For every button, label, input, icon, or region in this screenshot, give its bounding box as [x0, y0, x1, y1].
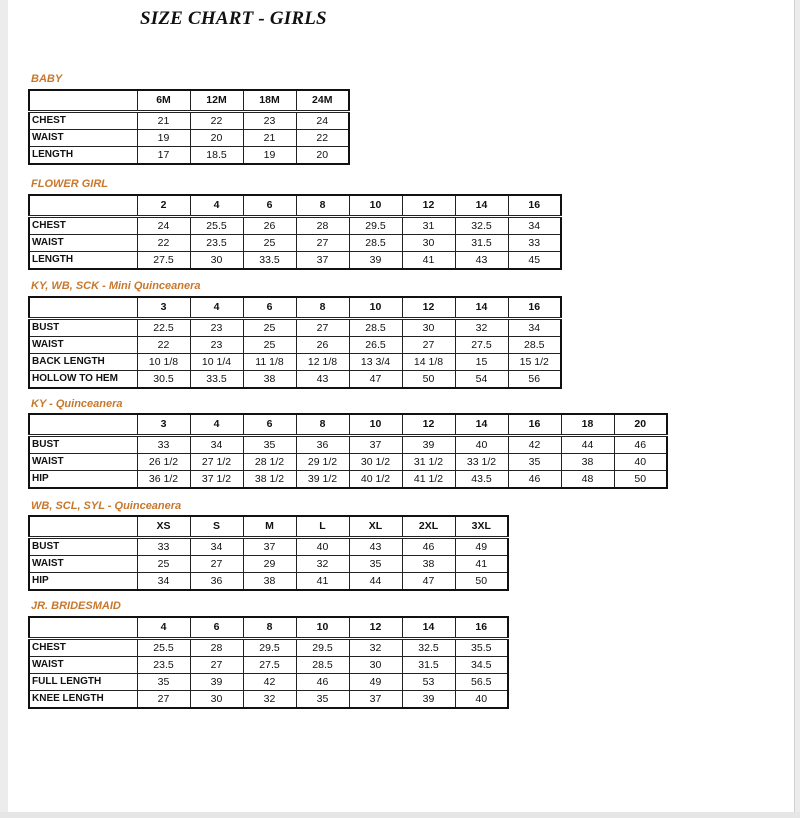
- measurement-value: 30.5: [137, 371, 190, 389]
- measurement-value: 40: [455, 691, 508, 709]
- measurement-label: WAIST: [29, 556, 137, 573]
- page-margin-bottom: [0, 812, 800, 818]
- measurement-value: 48: [561, 471, 614, 489]
- measurement-value: 38: [402, 556, 455, 573]
- measurement-value: 22: [137, 337, 190, 354]
- size-table-ky-wb-sck-mini-quinceanera: [28, 296, 562, 389]
- measurement-value: 28.5: [296, 657, 349, 674]
- measurement-value: 30: [190, 691, 243, 709]
- size-header-cell: 10: [349, 195, 402, 217]
- measurement-value: 37: [349, 691, 402, 709]
- measurement-value: 15 1/2: [508, 354, 561, 371]
- header-corner-cell: [29, 90, 137, 112]
- measurement-value: 50: [614, 471, 667, 489]
- measurement-value: 32.5: [455, 217, 508, 235]
- table-header-row: [29, 516, 508, 538]
- measurement-value: 39 1/2: [296, 471, 349, 489]
- measurement-label: BUST: [32, 439, 60, 450]
- measurement-value: 34: [508, 217, 561, 235]
- measurement-value: 34: [137, 573, 190, 591]
- measurement-label: WAIST: [29, 235, 137, 252]
- measurement-value: 21: [243, 130, 296, 147]
- measurement-value: 46: [508, 471, 561, 489]
- table-row: [29, 538, 508, 556]
- measurement-value: 30: [190, 252, 243, 270]
- measurement-value: 37 1/2: [190, 471, 243, 489]
- measurement-value: 23: [190, 319, 243, 337]
- size-header-cell: 14: [455, 297, 508, 319]
- measurement-label: BUST: [32, 322, 60, 333]
- measurement-label: CHEST: [32, 220, 66, 231]
- measurement-value: 56: [508, 371, 561, 389]
- size-header-cell: 14: [455, 195, 508, 217]
- table-row: [29, 674, 508, 691]
- measurement-value: 40: [455, 436, 508, 454]
- measurement-value: 26: [243, 217, 296, 235]
- size-header-cell: 10: [349, 297, 402, 319]
- measurement-value: 29 1/2: [296, 454, 349, 471]
- table-row: [29, 556, 508, 573]
- table-header-row: [29, 414, 667, 436]
- measurement-value: 28: [296, 217, 349, 235]
- size-header-cell: 6: [243, 297, 296, 319]
- table-row: [29, 573, 508, 591]
- measurement-value: 56.5: [455, 674, 508, 691]
- measurement-value: 19: [243, 147, 296, 165]
- measurement-value: 54: [455, 371, 508, 389]
- measurement-label: KNEE LENGTH: [29, 691, 137, 709]
- measurement-value: 22: [137, 235, 190, 252]
- measurement-value: 10 1/4: [190, 354, 243, 371]
- measurement-value: 32.5: [402, 639, 455, 657]
- measurement-value: 43: [349, 538, 402, 556]
- measurement-label: CHEST: [32, 642, 66, 653]
- measurement-value: 23.5: [137, 657, 190, 674]
- size-table-wb-scl-syl-quinceanera: [28, 515, 509, 591]
- measurement-value: 46: [614, 436, 667, 454]
- size-header-cell: 8: [296, 195, 349, 217]
- measurement-value: 18.5: [190, 147, 243, 165]
- measurement-value: 29.5: [243, 639, 296, 657]
- measurement-value: 27: [296, 235, 349, 252]
- size-header-cell: 16: [508, 297, 561, 319]
- measurement-value: 28.5: [349, 319, 402, 337]
- measurement-value: 27: [137, 691, 190, 709]
- measurement-value: 30: [402, 235, 455, 252]
- size-header-cell: 16: [455, 617, 508, 639]
- table-row: [29, 217, 561, 235]
- measurement-value: 26 1/2: [137, 454, 190, 471]
- measurement-value: 22.5: [137, 319, 190, 337]
- size-header-cell: 6: [243, 414, 296, 436]
- measurement-value: 39: [402, 691, 455, 709]
- measurement-value: 32: [243, 691, 296, 709]
- section-title-jr-bridesmaid: JR. BRIDESMAID: [31, 600, 121, 612]
- measurement-value: 28: [190, 639, 243, 657]
- measurement-value: 25: [243, 235, 296, 252]
- size-header-cell: 4: [190, 195, 243, 217]
- measurement-value: 37: [243, 538, 296, 556]
- table-row: [29, 639, 508, 657]
- measurement-value: 10 1/8: [137, 354, 190, 371]
- measurement-label: WAIST: [29, 657, 137, 674]
- size-header-cell: 10: [296, 617, 349, 639]
- measurement-value: 41: [296, 573, 349, 591]
- measurement-value: 32: [455, 319, 508, 337]
- table-row: [29, 112, 349, 130]
- measurement-value: 13 3/4: [349, 354, 402, 371]
- measurement-value: 34: [190, 436, 243, 454]
- measurement-value: 30: [402, 319, 455, 337]
- measurement-value: 31: [402, 217, 455, 235]
- table-row: [29, 235, 561, 252]
- measurement-value: 35: [349, 556, 402, 573]
- size-header-cell: 12: [402, 195, 455, 217]
- measurement-value: 22: [296, 130, 349, 147]
- measurement-value: 40 1/2: [349, 471, 402, 489]
- measurement-label: BACK LENGTH: [29, 354, 137, 371]
- measurement-value: 27 1/2: [190, 454, 243, 471]
- measurement-value: 25: [243, 319, 296, 337]
- measurement-value: 36 1/2: [137, 471, 190, 489]
- measurement-value: 34: [508, 319, 561, 337]
- measurement-value: 44: [349, 573, 402, 591]
- measurement-value: 28 1/2: [243, 454, 296, 471]
- size-header-cell: 18: [561, 414, 614, 436]
- measurement-value: 24: [296, 112, 349, 130]
- size-table-jr-bridesmaid: [28, 616, 509, 709]
- table-row: [29, 454, 667, 471]
- measurement-value: 33.5: [190, 371, 243, 389]
- section-title-baby: BABY: [31, 73, 63, 85]
- section-title-ky-quinceanera: KY - Quinceanera: [31, 398, 123, 410]
- measurement-label: LENGTH: [29, 147, 137, 165]
- page-title: SIZE CHART - GIRLS: [140, 8, 327, 29]
- measurement-value: 35: [296, 691, 349, 709]
- measurement-value: 25: [137, 556, 190, 573]
- size-header-cell: S: [190, 516, 243, 538]
- measurement-value: 33: [137, 436, 190, 454]
- size-header-cell: 4: [190, 297, 243, 319]
- table-row: [29, 436, 667, 454]
- size-header-cell: 16: [508, 195, 561, 217]
- measurement-value: 29: [243, 556, 296, 573]
- measurement-value: 23: [243, 112, 296, 130]
- measurement-value: 27.5: [137, 252, 190, 270]
- measurement-value: 49: [349, 674, 402, 691]
- measurement-value: 34: [190, 538, 243, 556]
- page-margin-left: [0, 0, 8, 818]
- measurement-value: 17: [137, 147, 190, 165]
- measurement-value: 33: [137, 538, 190, 556]
- section-title-wb-scl-syl-quinceanera: WB, SCL, SYL - Quinceanera: [31, 500, 182, 512]
- size-header-cell: 16: [508, 414, 561, 436]
- measurement-value: 33: [508, 235, 561, 252]
- section-title-flower-girl: FLOWER GIRL: [31, 178, 108, 190]
- measurement-value: 43.5: [455, 471, 508, 489]
- measurement-value: 40: [296, 538, 349, 556]
- table-row: [29, 354, 561, 371]
- measurement-value: 28.5: [349, 235, 402, 252]
- measurement-value: 46: [402, 538, 455, 556]
- table-row: [29, 252, 561, 270]
- size-header-cell: XL: [349, 516, 402, 538]
- size-table-flower-girl: [28, 194, 562, 270]
- measurement-value: 38 1/2: [243, 471, 296, 489]
- measurement-value: 27: [190, 657, 243, 674]
- measurement-label: WAIST: [29, 454, 137, 471]
- measurement-value: 35.5: [455, 639, 508, 657]
- measurement-value: 49: [455, 538, 508, 556]
- measurement-value: 21: [137, 112, 190, 130]
- measurement-value: 39: [190, 674, 243, 691]
- measurement-value: 25: [243, 337, 296, 354]
- table-row: [29, 337, 561, 354]
- measurement-value: 26.5: [349, 337, 402, 354]
- measurement-value: 37: [349, 436, 402, 454]
- measurement-value: 29.5: [296, 639, 349, 657]
- table-row: [29, 657, 508, 674]
- measurement-value: 31.5: [455, 235, 508, 252]
- measurement-value: 28.5: [508, 337, 561, 354]
- measurement-value: 45: [508, 252, 561, 270]
- size-header-cell: 18M: [243, 90, 296, 112]
- measurement-value: 29.5: [349, 217, 402, 235]
- measurement-value: 26: [296, 337, 349, 354]
- measurement-label: LENGTH: [29, 252, 137, 270]
- measurement-value: 47: [402, 573, 455, 591]
- measurement-label: HIP: [29, 471, 137, 489]
- table-header-row: [29, 90, 349, 112]
- measurement-value: 44: [561, 436, 614, 454]
- measurement-value: 37: [296, 252, 349, 270]
- table-row: [29, 319, 561, 337]
- measurement-value: 30: [349, 657, 402, 674]
- measurement-value: 47: [349, 371, 402, 389]
- measurement-value: 27: [296, 319, 349, 337]
- size-header-cell: 8: [243, 617, 296, 639]
- measurement-value: 35: [508, 454, 561, 471]
- measurement-value: 36: [190, 573, 243, 591]
- measurement-value: 33 1/2: [455, 454, 508, 471]
- size-header-cell: 6: [243, 195, 296, 217]
- size-header-cell: 3XL: [455, 516, 508, 538]
- measurement-value: 14 1/8: [402, 354, 455, 371]
- measurement-value: 32: [296, 556, 349, 573]
- measurement-value: 43: [455, 252, 508, 270]
- measurement-value: 27.5: [455, 337, 508, 354]
- measurement-value: 27.5: [243, 657, 296, 674]
- measurement-value: 27: [402, 337, 455, 354]
- measurement-value: 41 1/2: [402, 471, 455, 489]
- measurement-value: 41: [455, 556, 508, 573]
- measurement-value: 50: [455, 573, 508, 591]
- size-header-cell: 12: [349, 617, 402, 639]
- measurement-value: 15: [455, 354, 508, 371]
- size-header-cell: 8: [296, 297, 349, 319]
- size-header-cell: 2XL: [402, 516, 455, 538]
- header-corner-cell: [29, 414, 137, 436]
- measurement-value: 39: [349, 252, 402, 270]
- size-header-cell: 2: [137, 195, 190, 217]
- measurement-value: 32: [349, 639, 402, 657]
- measurement-value: 24: [137, 217, 190, 235]
- size-header-cell: L: [296, 516, 349, 538]
- measurement-value: 42: [508, 436, 561, 454]
- measurement-label: FULL LENGTH: [29, 674, 137, 691]
- measurement-value: 30 1/2: [349, 454, 402, 471]
- header-corner-cell: [29, 195, 137, 217]
- page-margin-right: [794, 0, 800, 818]
- measurement-value: 42: [243, 674, 296, 691]
- measurement-value: 39: [402, 436, 455, 454]
- measurement-value: 35: [243, 436, 296, 454]
- measurement-value: 41: [402, 252, 455, 270]
- measurement-value: 25.5: [190, 217, 243, 235]
- measurement-label: WAIST: [29, 337, 137, 354]
- table-header-row: [29, 297, 561, 319]
- header-corner-cell: [29, 516, 137, 538]
- size-header-cell: 3: [137, 414, 190, 436]
- size-header-cell: 6: [190, 617, 243, 639]
- size-table-baby: [28, 89, 350, 165]
- measurement-value: 46: [296, 674, 349, 691]
- table-row: [29, 130, 349, 147]
- measurement-value: 23: [190, 337, 243, 354]
- size-table-ky-quinceanera: [28, 413, 668, 489]
- measurement-value: 20: [296, 147, 349, 165]
- measurement-value: 38: [243, 573, 296, 591]
- size-header-cell: 4: [137, 617, 190, 639]
- size-header-cell: 14: [455, 414, 508, 436]
- measurement-label: WAIST: [29, 130, 137, 147]
- table-header-row: [29, 195, 561, 217]
- table-row: [29, 147, 349, 165]
- measurement-value: 31 1/2: [402, 454, 455, 471]
- measurement-value: 40: [614, 454, 667, 471]
- measurement-value: 25.5: [137, 639, 190, 657]
- measurement-label: CHEST: [32, 115, 66, 126]
- measurement-value: 53: [402, 674, 455, 691]
- table-row: [29, 691, 508, 709]
- measurement-label: HIP: [29, 573, 137, 591]
- measurement-value: 19: [137, 130, 190, 147]
- table-header-row: [29, 617, 508, 639]
- measurement-value: 27: [190, 556, 243, 573]
- size-header-cell: 24M: [296, 90, 349, 112]
- measurement-value: 33.5: [243, 252, 296, 270]
- measurement-value: 35: [137, 674, 190, 691]
- measurement-value: 20: [190, 130, 243, 147]
- size-header-cell: 8: [296, 414, 349, 436]
- measurement-value: 22: [190, 112, 243, 130]
- size-header-cell: 12: [402, 414, 455, 436]
- measurement-value: 34.5: [455, 657, 508, 674]
- size-header-cell: 3: [137, 297, 190, 319]
- header-corner-cell: [29, 617, 137, 639]
- measurement-value: 31.5: [402, 657, 455, 674]
- measurement-label: HOLLOW TO HEM: [29, 371, 137, 389]
- size-header-cell: 10: [349, 414, 402, 436]
- measurement-value: 38: [243, 371, 296, 389]
- size-header-cell: 12M: [190, 90, 243, 112]
- size-header-cell: 12: [402, 297, 455, 319]
- measurement-value: 12 1/8: [296, 354, 349, 371]
- measurement-value: 50: [402, 371, 455, 389]
- measurement-value: 38: [561, 454, 614, 471]
- header-corner-cell: [29, 297, 137, 319]
- size-header-cell: M: [243, 516, 296, 538]
- size-header-cell: XS: [137, 516, 190, 538]
- table-row: [29, 471, 667, 489]
- size-header-cell: 4: [190, 414, 243, 436]
- size-header-cell: 20: [614, 414, 667, 436]
- size-header-cell: 14: [402, 617, 455, 639]
- section-title-ky-wb-sck-mini-quinceanera: KY, WB, SCK - Mini Quinceanera: [31, 280, 201, 292]
- size-header-cell: 6M: [137, 90, 190, 112]
- measurement-value: 23.5: [190, 235, 243, 252]
- measurement-value: 36: [296, 436, 349, 454]
- measurement-value: 43: [296, 371, 349, 389]
- measurement-value: 11 1/8: [243, 354, 296, 371]
- measurement-label: BUST: [32, 541, 60, 552]
- table-row: [29, 371, 561, 389]
